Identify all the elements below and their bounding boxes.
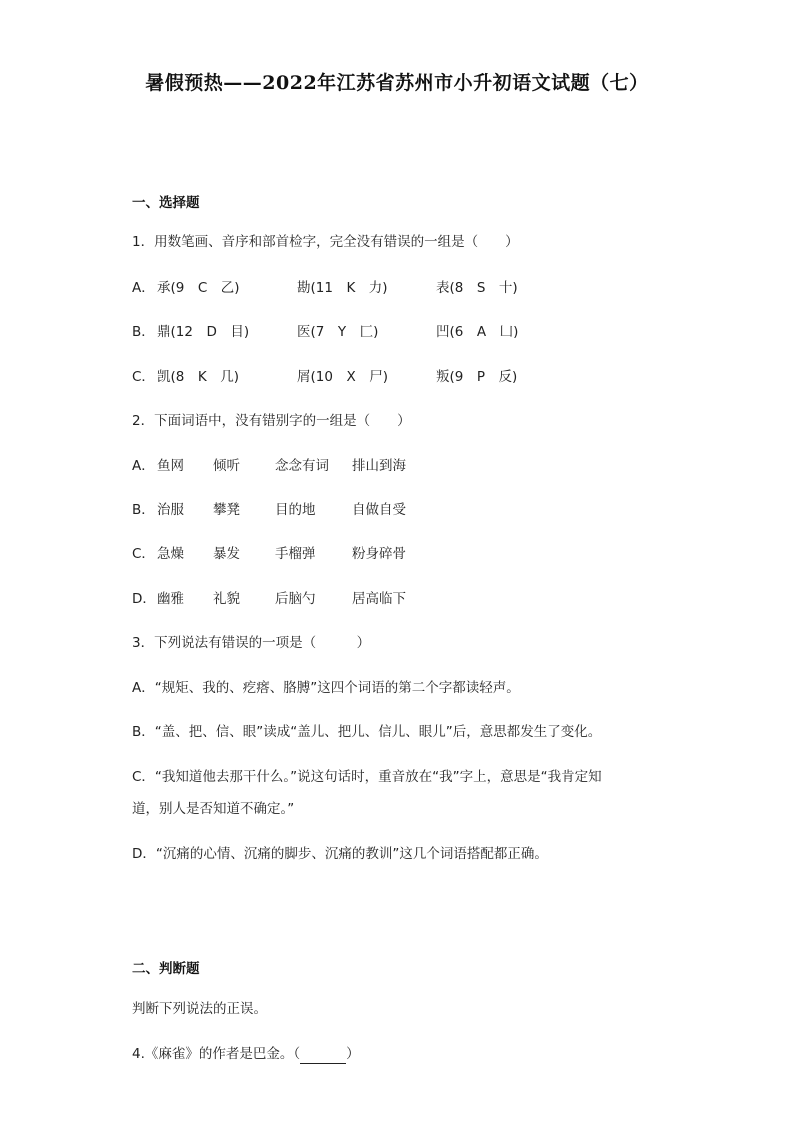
option-item: 居高临下 [352, 591, 406, 607]
option-item: 粉身碎骨 [352, 546, 406, 562]
question-4 [132, 1045, 360, 1064]
option-item: 勘(11 K 力) [297, 280, 388, 296]
option-item: 念念有词 [275, 458, 329, 474]
question-3-stem: 3．下列说法有错误的一项是（ ） [132, 635, 371, 651]
section-heading-judgement: 二、判断题 [132, 961, 200, 977]
option-item: 治服 [157, 502, 184, 518]
question-3-option-b: B．“盖、把、信、眼”读成“盖儿、把儿、信儿、眼儿”后，意思都发生了变化。 [132, 724, 602, 740]
option-label: B． [132, 324, 155, 340]
question-3-option-d: D．“沉痛的心情、沉痛的脚步、沉痛的教训”这几个词语搭配都正确。 [132, 846, 548, 862]
option-item: 暴发 [213, 546, 240, 562]
option-item: 凹(6 A 凵) [436, 324, 519, 340]
option-label: B． [132, 502, 155, 518]
question-4-close: ） [346, 1046, 360, 1062]
section-heading-choice: 一、选择题 [132, 195, 200, 211]
answer-blank[interactable] [300, 1045, 346, 1064]
question-3-option-c-line2: 道，别人是否知道不确定。” [132, 801, 295, 817]
option-label: A． [132, 458, 155, 474]
option-item: 急燥 [157, 546, 184, 562]
question-3-option-c-line1: C．“我知道他去那干什么。”说这句话时，重音放在“我”字上，意思是“我肯定知 [132, 769, 602, 785]
question-2-stem: 2．下面词语中，没有错别字的一组是（ ） [132, 413, 411, 429]
option-item: 屑(10 X 尸) [297, 369, 388, 385]
option-label: C． [132, 369, 155, 385]
question-4-text: 4.《麻雀》的作者是巴金。（ [132, 1046, 301, 1062]
question-3-option-a: A．“规矩、我的、疙瘩、胳膊”这四个词语的第二个字都读轻声。 [132, 680, 520, 696]
option-item: 表(8 S 十) [436, 280, 518, 296]
option-label: C． [132, 546, 155, 562]
option-item: 鱼网 [157, 458, 184, 474]
option-item: 目的地 [275, 502, 316, 518]
option-item: 自做自受 [352, 502, 406, 518]
option-label: A． [132, 280, 155, 296]
option-item: 排山到海 [352, 458, 406, 474]
option-item: 叛(9 P 反) [436, 369, 518, 385]
option-item: 攀凳 [213, 502, 240, 518]
option-item: 凯(8 K 几) [157, 369, 239, 385]
option-item: 医(7 Y 匚) [297, 324, 379, 340]
option-item: 鼎(12 D 目) [157, 324, 250, 340]
option-item: 承(9 C 乙) [157, 280, 240, 296]
option-label: D． [132, 591, 156, 607]
option-item: 后脑勺 [275, 591, 316, 607]
question-1-stem: 1．用数笔画、音序和部首检字，完全没有错误的一组是（ ） [132, 234, 519, 250]
option-item: 礼貌 [213, 591, 240, 607]
option-item: 手榴弹 [275, 546, 316, 562]
option-item: 幽雅 [157, 591, 184, 607]
page-title: 暑假预热——2022年江苏省苏州市小升初语文试题（七） [145, 72, 649, 94]
section-2-instruction: 判断下列说法的正误。 [132, 1001, 267, 1017]
option-item: 倾听 [213, 458, 240, 474]
